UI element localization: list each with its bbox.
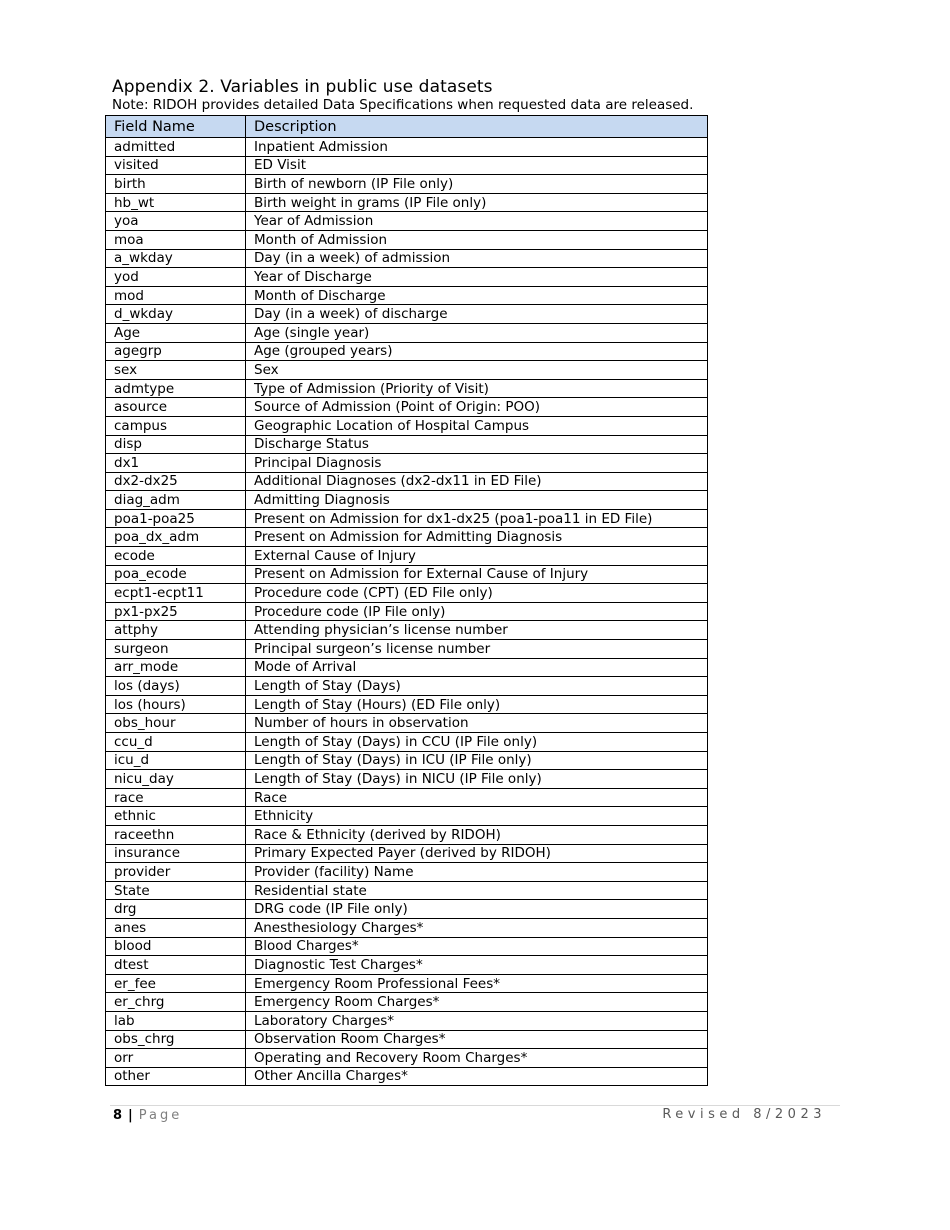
description-cell: Discharge Status (246, 435, 708, 454)
table-row (106, 175, 708, 194)
table-row (106, 621, 708, 640)
description-cell: Present on Admission for dx1-dx25 (poa1-poa11 in ED File) (246, 509, 708, 528)
revised-date: Revised 8/2023 (662, 1107, 826, 1122)
field-name-cell: d_wkday (106, 305, 246, 324)
field-name-cell: dx1 (106, 454, 246, 473)
field-name-cell: poa_ecode (106, 565, 246, 584)
description-cell: Geographic Location of Hospital Campus (246, 416, 708, 435)
page-label: Page (138, 1108, 183, 1123)
table-row (106, 416, 708, 435)
description-cell: External Cause of Injury (246, 547, 708, 566)
field-name-cell: other (106, 1067, 246, 1086)
header-field-name: Field Name (106, 116, 246, 138)
field-name-cell: Age (106, 323, 246, 342)
table-row (106, 193, 708, 212)
table-row (106, 509, 708, 528)
description-cell: Ethnicity (246, 807, 708, 826)
field-name-cell: agegrp (106, 342, 246, 361)
table-row (106, 230, 708, 249)
field-name-cell: birth (106, 175, 246, 194)
description-cell: Mode of Arrival (246, 658, 708, 677)
description-cell: Other Ancilla Charges* (246, 1067, 708, 1086)
field-name-cell: arr_mode (106, 658, 246, 677)
description-cell: Diagnostic Test Charges* (246, 956, 708, 975)
table-body (106, 138, 708, 1086)
field-name-cell: yod (106, 268, 246, 287)
table-row (106, 379, 708, 398)
table-row (106, 751, 708, 770)
data-spec-note: Note: RIDOH provides detailed Data Specifications when requested data are released. (112, 97, 694, 113)
description-cell: Principal Diagnosis (246, 454, 708, 473)
table-row (106, 361, 708, 380)
description-cell: Month of Discharge (246, 286, 708, 305)
table-row (106, 602, 708, 621)
table-row (106, 156, 708, 175)
description-cell: Observation Room Charges* (246, 1030, 708, 1049)
table-row (106, 528, 708, 547)
field-name-cell: los (days) (106, 677, 246, 696)
table-row (106, 918, 708, 937)
field-name-cell: orr (106, 1049, 246, 1068)
description-cell: Month of Admission (246, 230, 708, 249)
field-name-cell: px1-px25 (106, 602, 246, 621)
table-row (106, 286, 708, 305)
table-row (106, 733, 708, 752)
field-name-cell: ecode (106, 547, 246, 566)
table-row (106, 863, 708, 882)
field-name-cell: drg (106, 900, 246, 919)
footer-divider (110, 1105, 840, 1106)
field-name-cell: er_fee (106, 974, 246, 993)
description-cell: Year of Discharge (246, 268, 708, 287)
field-name-cell: poa1-poa25 (106, 509, 246, 528)
description-cell: Anesthesiology Charges* (246, 918, 708, 937)
table-row (106, 937, 708, 956)
field-name-cell: lab (106, 1011, 246, 1030)
description-cell: Race (246, 788, 708, 807)
table-row (106, 249, 708, 268)
table-row (106, 565, 708, 584)
table-row (106, 1049, 708, 1068)
field-name-cell: disp (106, 435, 246, 454)
description-cell: Day (in a week) of admission (246, 249, 708, 268)
field-name-cell: asource (106, 398, 246, 417)
table-row (106, 342, 708, 361)
table-row (106, 398, 708, 417)
description-cell: Blood Charges* (246, 937, 708, 956)
description-cell: Type of Admission (Priority of Visit) (246, 379, 708, 398)
description-cell: Birth of newborn (IP File only) (246, 175, 708, 194)
header-description: Description (246, 116, 708, 138)
field-name-cell: sex (106, 361, 246, 380)
field-name-cell: anes (106, 918, 246, 937)
table-row (106, 138, 708, 157)
table-row (106, 993, 708, 1012)
field-name-cell: dtest (106, 956, 246, 975)
field-name-cell: visited (106, 156, 246, 175)
field-name-cell: yoa (106, 212, 246, 231)
description-cell: Year of Admission (246, 212, 708, 231)
table-row (106, 268, 708, 287)
table-row (106, 658, 708, 677)
table-row (106, 825, 708, 844)
field-name-cell: insurance (106, 844, 246, 863)
table-row (106, 584, 708, 603)
field-name-cell: mod (106, 286, 246, 305)
field-name-cell: raceethn (106, 825, 246, 844)
table-header-row (106, 116, 708, 138)
field-name-cell: icu_d (106, 751, 246, 770)
description-cell: Procedure code (CPT) (ED File only) (246, 584, 708, 603)
variables-table (105, 115, 708, 1086)
field-name-cell: er_chrg (106, 993, 246, 1012)
field-name-cell: moa (106, 230, 246, 249)
table-row (106, 547, 708, 566)
field-name-cell: race (106, 788, 246, 807)
field-name-cell: campus (106, 416, 246, 435)
table-row (106, 305, 708, 324)
field-name-cell: a_wkday (106, 249, 246, 268)
page-number: 8 (113, 1108, 123, 1123)
description-cell: Admitting Diagnosis (246, 491, 708, 510)
description-cell: Additional Diagnoses (dx2-dx11 in ED File) (246, 472, 708, 491)
description-cell: DRG code (IP File only) (246, 900, 708, 919)
description-cell: Day (in a week) of discharge (246, 305, 708, 324)
field-name-cell: diag_adm (106, 491, 246, 510)
table-row (106, 695, 708, 714)
description-cell: Laboratory Charges* (246, 1011, 708, 1030)
description-cell: Present on Admission for Admitting Diagnosis (246, 528, 708, 547)
table-row (106, 212, 708, 231)
table-row (106, 844, 708, 863)
table-row (106, 435, 708, 454)
description-cell: Age (grouped years) (246, 342, 708, 361)
table-row (106, 881, 708, 900)
field-name-cell: ecpt1-ecpt11 (106, 584, 246, 603)
table-row (106, 900, 708, 919)
description-cell: Length of Stay (Hours) (ED File only) (246, 695, 708, 714)
description-cell: Emergency Room Professional Fees* (246, 974, 708, 993)
field-name-cell: nicu_day (106, 770, 246, 789)
description-cell: Length of Stay (Days) in NICU (IP File only) (246, 770, 708, 789)
description-cell: Attending physician’s license number (246, 621, 708, 640)
description-cell: Provider (facility) Name (246, 863, 708, 882)
table-row (106, 323, 708, 342)
table-row (106, 788, 708, 807)
page-footer-left (113, 1108, 182, 1124)
table-row (106, 807, 708, 826)
field-name-cell: admtype (106, 379, 246, 398)
description-cell: Source of Admission (Point of Origin: POO) (246, 398, 708, 417)
table-row (106, 956, 708, 975)
field-name-cell: obs_chrg (106, 1030, 246, 1049)
table-row (106, 714, 708, 733)
field-name-cell: attphy (106, 621, 246, 640)
field-name-cell: State (106, 881, 246, 900)
description-cell: Birth weight in grams (IP File only) (246, 193, 708, 212)
field-name-cell: surgeon (106, 640, 246, 659)
description-cell: Race & Ethnicity (derived by RIDOH) (246, 825, 708, 844)
description-cell: Principal surgeon’s license number (246, 640, 708, 659)
table-row (106, 1030, 708, 1049)
description-cell: Procedure code (IP File only) (246, 602, 708, 621)
description-cell: Length of Stay (Days) in ICU (IP File only) (246, 751, 708, 770)
field-name-cell: provider (106, 863, 246, 882)
table-row (106, 677, 708, 696)
description-cell: ED Visit (246, 156, 708, 175)
field-name-cell: los (hours) (106, 695, 246, 714)
field-name-cell: blood (106, 937, 246, 956)
description-cell: Present on Admission for External Cause of Injury (246, 565, 708, 584)
table-row (106, 770, 708, 789)
description-cell: Residential state (246, 881, 708, 900)
description-cell: Emergency Room Charges* (246, 993, 708, 1012)
appendix-title: Appendix 2. Variables in public use datasets (112, 77, 493, 97)
description-cell: Primary Expected Payer (derived by RIDOH) (246, 844, 708, 863)
description-cell: Inpatient Admission (246, 138, 708, 157)
table-row (106, 1067, 708, 1086)
table-row (106, 454, 708, 473)
table-row (106, 974, 708, 993)
field-name-cell: ccu_d (106, 733, 246, 752)
table-row (106, 1011, 708, 1030)
description-cell: Number of hours in observation (246, 714, 708, 733)
field-name-cell: hb_wt (106, 193, 246, 212)
field-name-cell: ethnic (106, 807, 246, 826)
field-name-cell: admitted (106, 138, 246, 157)
description-cell: Operating and Recovery Room Charges* (246, 1049, 708, 1068)
description-cell: Length of Stay (Days) in CCU (IP File only) (246, 733, 708, 752)
field-name-cell: poa_dx_adm (106, 528, 246, 547)
field-name-cell: dx2-dx25 (106, 472, 246, 491)
table-row (106, 472, 708, 491)
description-cell: Length of Stay (Days) (246, 677, 708, 696)
table-row (106, 491, 708, 510)
table-row (106, 640, 708, 659)
footer-separator: | (128, 1108, 133, 1123)
description-cell: Sex (246, 361, 708, 380)
field-name-cell: obs_hour (106, 714, 246, 733)
description-cell: Age (single year) (246, 323, 708, 342)
